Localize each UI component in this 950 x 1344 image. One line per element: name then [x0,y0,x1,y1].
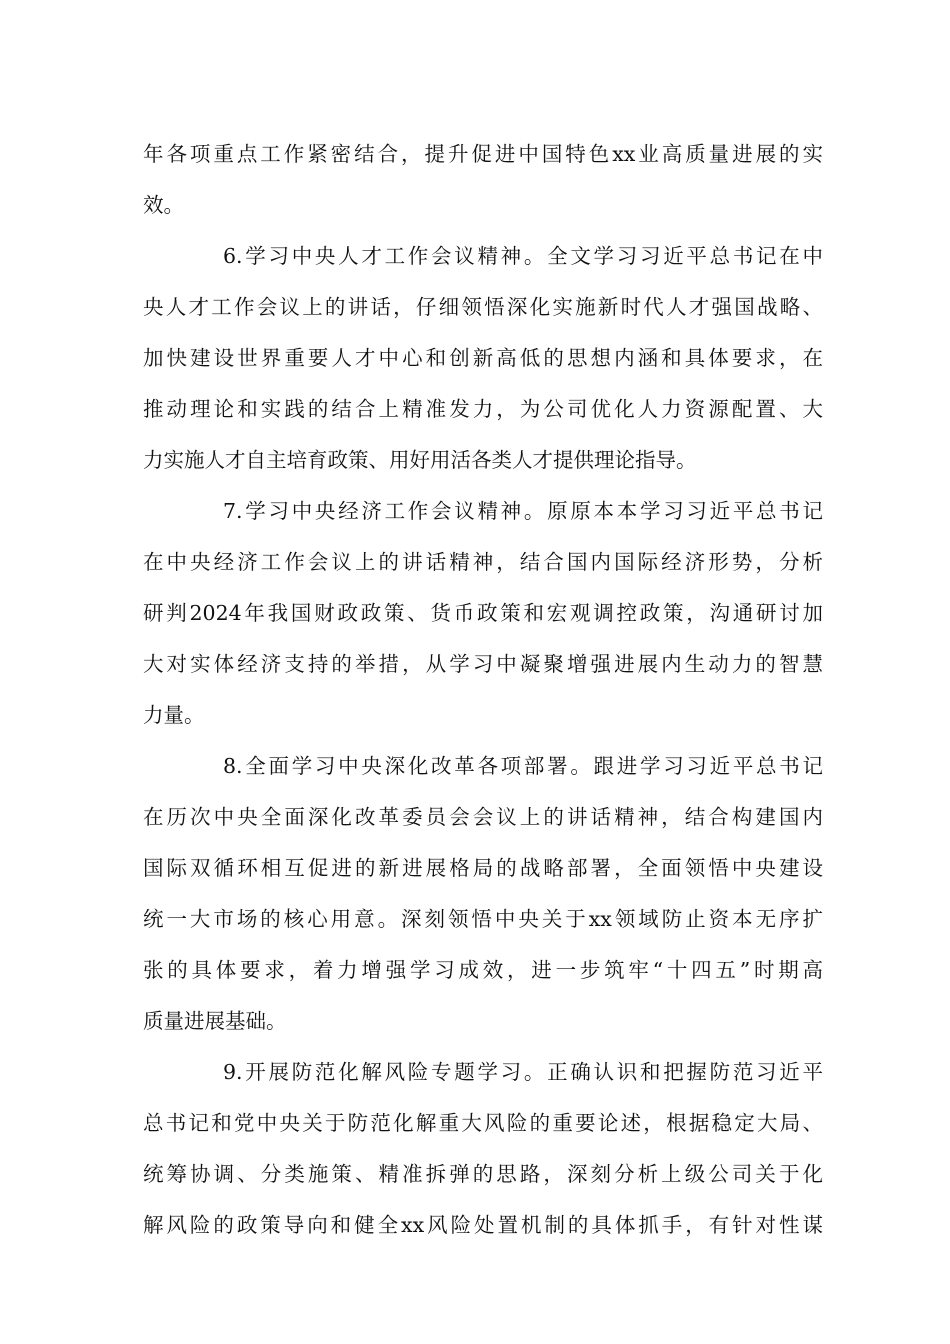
text-line: 国际双循环相互促进的新进展格局的战略部署，全面领悟中央建设 [143,856,823,880]
paragraph-8 [143,741,823,1047]
text-line: 在历次中央全面深化改革委员会会议上的讲话精神，结合构建国内 [143,805,823,829]
text-line: 总书记和党中央关于防范化解重大风险的重要论述，根据稳定大局、 [143,1111,823,1135]
paragraph-7 [143,486,823,741]
text-line: 推动理论和实践的结合上精准发力，为公司优化人力资源配置、大 [143,397,823,421]
document-body [143,129,823,1251]
text-line: 质量进展基础。 [143,1009,287,1033]
text-line: 年各项重点工作紧密结合，提升促进中国特色xx业高质量进展的实 [143,142,823,166]
text-line: 央人才工作会议上的讲话，仔细领悟深化实施新时代人才强国战略、 [143,295,823,319]
text-line: 力实施人才自主培育政策、用好用活各类人才提供理论指导。 [143,448,697,472]
text-line: 8.全面学习中央深化改革各项部署。跟进学习习近平总书记 [223,754,823,778]
text-line: 7.学习中央经济工作会议精神。原原本本学习习近平总书记 [223,499,823,523]
text-line: 力量。 [143,703,205,727]
text-line: 统筹协调、分类施策、精准拆弹的思路，深刻分析上级公司关于化 [143,1162,823,1186]
text-line: 研判2024年我国财政政策、货币政策和宏观调控政策，沟通研讨加 [143,601,823,625]
text-line: 大对实体经济支持的举措，从学习中凝聚增强进展内生动力的智慧 [143,652,823,676]
text-line: 统一大市场的核心用意。深刻领悟中央关于xx领域防止资本无序扩 [143,907,823,931]
text-line: 解风险的政策导向和健全xx风险处置机制的具体抓手，有针对性谋 [143,1213,823,1237]
text-line: 张的具体要求，着力增强学习成效，进一步筑牢“十四五”时期高 [143,958,823,982]
text-line: 加快建设世界重要人才中心和创新高低的思想内涵和具体要求，在 [143,346,823,370]
paragraph-9 [143,1047,823,1251]
text-line: 效。 [143,193,184,217]
text-line: 在中央经济工作会议上的讲话精神，结合国内国际经济形势，分析 [143,550,823,574]
paragraph-continuation [143,129,823,231]
text-line: 6.学习中央人才工作会议精神。全文学习习近平总书记在中 [223,244,823,268]
text-line: 9.开展防范化解风险专题学习。正确认识和把握防范习近平 [223,1060,823,1084]
paragraph-6 [143,231,823,486]
